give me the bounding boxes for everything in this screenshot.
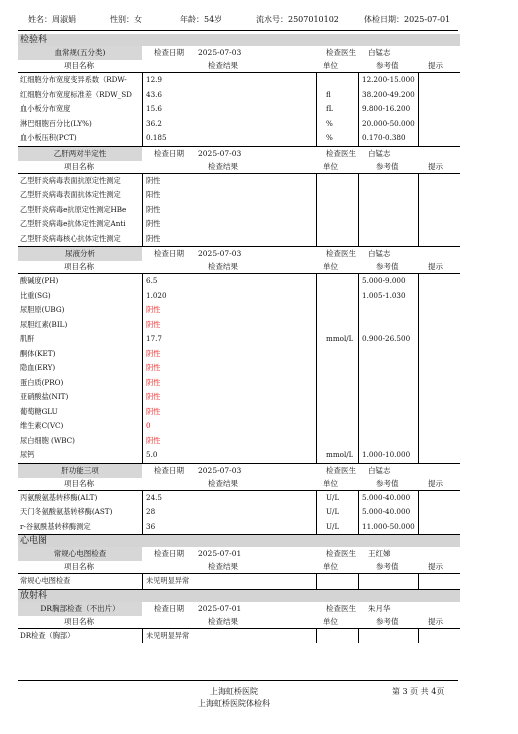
table-row (18, 73, 460, 88)
group-date: 2025-07-03 (198, 465, 242, 475)
column-header: 项目名称 检查结果 单位 参考值 提示 (64, 262, 443, 271)
group-doctor: 白锰志 (368, 148, 391, 158)
group-doctor: 朱月华 (368, 603, 391, 613)
table-row (18, 102, 460, 117)
column-header: 项目名称 检查结果 单位 参考值 提示 (64, 562, 443, 571)
table-row (18, 332, 460, 347)
item-result: 43.6 (146, 89, 163, 99)
item-name: 天门冬氨酸氨基转移酶(AST) (20, 507, 113, 516)
table-row (18, 491, 460, 506)
item-result: 阴性 (146, 319, 161, 329)
item-unit: mmol/L (326, 450, 354, 459)
group-bar-urine: 尿液分析 检查日期 2025-07-03 检查医生 白锰志 (18, 247, 460, 261)
table-row (18, 203, 460, 218)
item-result: 1.020 (146, 290, 167, 300)
item-ref: 12.200-15.000 (362, 75, 415, 84)
item-unit: U/L (326, 507, 340, 516)
item-unit: fl (326, 89, 331, 99)
footer-hospital: 上海虹桥医院 (210, 687, 258, 696)
item-ref: 0.900-26.500 (362, 334, 411, 343)
table-row (18, 303, 460, 318)
item-name: 乙型肝炎病毒表面抗体定性测定 (20, 190, 121, 199)
table-row (18, 188, 460, 203)
item-result: 5.0 (146, 450, 158, 459)
group-bar-dr: DR胸部检查（不出片） 检查日期 2025-07-01 检查医生 朱月华 (18, 602, 460, 616)
item-unit: U/L (326, 521, 340, 531)
item-result: 阳性 (146, 190, 161, 199)
patient-sex: 性别：女 (110, 15, 142, 24)
table-row (18, 88, 460, 103)
item-result: 36 (146, 521, 156, 531)
item-ref: 5.000-40.000 (362, 507, 411, 516)
item-name: 尿胆红素(BIL) (20, 319, 68, 329)
item-ref: 11.000-50.000 (362, 521, 415, 531)
column-header: 项目名称 检查结果 单位 参考值 提示 (64, 161, 443, 171)
group-bar-hbv: 乙肝两对半定性 检查日期 2025-07-03 检查医生 白锰志 (18, 147, 460, 161)
item-name: 隐血(ERY) (20, 363, 56, 372)
item-name: DR检查（胸部） (20, 630, 75, 640)
item-name: 乙型肝炎病毒核心抗体定性测定 (20, 233, 121, 243)
section-lab: 检验科 (18, 34, 460, 46)
item-name: 红细胞分布宽度变异系数（RDW- (20, 75, 127, 84)
item-unit: % (326, 118, 333, 128)
table-row (18, 629, 460, 644)
table-row (18, 131, 460, 146)
table-row (18, 347, 460, 362)
item-result: 阴性 (146, 406, 161, 416)
group-bar-blood: 血常规(五分类) 检查日期 2025-07-03 检查医生 白锰志 (18, 46, 460, 60)
patient-age: 年龄：54岁 (180, 15, 223, 24)
item-name: 红细胞分布宽度标准差（RDW_SD (20, 89, 132, 99)
item-result: 阴性 (146, 219, 161, 228)
item-name: 常规心电图检查 (20, 576, 71, 585)
table-row (18, 361, 460, 376)
item-unit: U/L (326, 492, 340, 502)
item-name: 乙型肝炎病毒e抗原定性测定HBe (20, 204, 127, 214)
item-name: 酮体(KET) (20, 348, 56, 358)
item-result: 未见明显异常 (146, 576, 190, 585)
item-name: 亚硝酸盐(NIT) (20, 392, 69, 401)
item-result: 12.9 (146, 75, 163, 84)
item-result: 28 (146, 507, 156, 516)
group-name: 肝功能三项 (18, 464, 142, 478)
group-date: 2025-07-01 (198, 549, 242, 558)
group-date: 2025-07-01 (198, 603, 242, 613)
item-ref: 9.800-16.200 (362, 104, 411, 113)
group-doctor: 王红娣 (368, 549, 391, 558)
table-row (18, 419, 460, 434)
item-name: 肌酐 (20, 334, 35, 343)
table-row (18, 174, 460, 189)
item-result: 阴性 (146, 363, 161, 372)
item-result: 0.185 (146, 133, 167, 142)
item-name: r-谷氨酰基转移酶测定 (20, 521, 91, 531)
item-name: 尿胆原(UBG) (20, 305, 65, 314)
item-unit: % (326, 133, 333, 142)
table-row (18, 217, 460, 232)
item-name: 乙型肝炎病毒e抗体定性测定Anti (20, 219, 126, 228)
item-name: 血小板压积(PCT) (20, 133, 77, 142)
column-header: 项目名称 检查结果 单位 参考值 提示 (64, 478, 443, 488)
item-name: 血小板分布宽度 (20, 104, 71, 113)
item-ref: 5.000-40.000 (362, 492, 411, 502)
table-row (18, 289, 460, 304)
item-name: 酸碱度(PH) (20, 276, 59, 285)
item-result: 阴性 (146, 392, 161, 401)
item-result: 阴性 (146, 348, 161, 358)
group-date: 2025-07-03 (198, 249, 242, 258)
item-result: 6.5 (146, 276, 158, 285)
group-name: 尿液分析 (18, 247, 142, 261)
column-header: 项目名称 检查结果 单位 参考值 提示 (64, 616, 443, 626)
group-date: 2025-07-03 (198, 148, 242, 158)
group-name: 常规心电图检查 (18, 547, 142, 561)
item-name: 丙氨酸氨基转移酶(ALT) (20, 492, 98, 502)
table-row (18, 405, 460, 420)
table-row (18, 232, 460, 247)
table-row (18, 434, 460, 449)
item-unit: fL (326, 104, 334, 113)
item-name: 淋巴细胞百分比(LY%) (20, 118, 92, 128)
footer-rule (18, 680, 458, 681)
item-result: 17.7 (146, 334, 163, 343)
serial-number: 流水号：2507010102 (256, 15, 339, 24)
item-result: 24.5 (146, 492, 163, 502)
group-name: DR胸部检查（不出片） (18, 602, 142, 616)
patient-name: 姓名：周淑娟 (28, 15, 76, 24)
group-name: 血常规(五分类) (18, 46, 142, 60)
table-row (18, 520, 460, 535)
table-row (18, 448, 460, 463)
item-name: 蛋白质(PRO) (20, 377, 64, 387)
table-row (18, 274, 460, 289)
group-bar-liver: 肝功能三项 检查日期 2025-07-03 检查医生 白锰志 (18, 464, 460, 478)
group-doctor: 白锰志 (368, 249, 391, 258)
item-name: 比重(SG) (20, 290, 51, 300)
group-bar-ecg: 常规心电图检查 检查日期 2025-07-01 检查医生 王红娣 (18, 547, 460, 561)
item-name: 维生素C(VC) (20, 421, 64, 430)
table-row (18, 117, 460, 132)
item-result: 36.2 (146, 118, 163, 128)
group-name: 乙肝两对半定性 (18, 147, 142, 161)
item-unit: mmol/L (326, 334, 354, 343)
item-result: 15.6 (146, 104, 163, 113)
report-body (18, 34, 460, 643)
item-ref: 1.005-1.030 (362, 290, 406, 300)
patient-header (0, 11, 518, 27)
item-ref: 38.200-49.200 (362, 89, 415, 99)
table-row (18, 376, 460, 391)
item-result: 阴性 (146, 204, 161, 214)
exam-date: 体检日期：2025-07-01 (364, 15, 451, 24)
item-result: 阴性 (146, 233, 161, 243)
item-name: 尿钙 (20, 450, 35, 459)
group-date: 2025-07-03 (198, 48, 242, 57)
page-indicator: 第 3 页 共 4页 (392, 687, 445, 696)
item-result: 阴性 (146, 305, 161, 314)
item-name: 尿白细胞 (WBC) (20, 435, 75, 445)
table-row (18, 390, 460, 405)
item-ref: 1.000-10.000 (362, 450, 411, 459)
section-radiology: 放射科 (18, 590, 460, 602)
item-name: 葡萄糖GLU (20, 406, 58, 416)
item-result: 0 (146, 421, 151, 430)
item-result: 阴性 (146, 377, 161, 387)
item-ref: 5.000-9.000 (362, 276, 406, 285)
item-ref: 20.000-50.000 (362, 118, 415, 128)
table-row (18, 505, 460, 520)
column-header: 项目名称 检查结果 单位 参考值 提示 (64, 61, 443, 70)
header-rule (18, 30, 458, 31)
item-result: 未见明显异常 (146, 630, 190, 640)
footer-center: 上海虹桥医院体检科 (198, 699, 270, 708)
table-row (18, 574, 460, 589)
group-doctor: 白锰志 (368, 465, 391, 475)
section-ecg: 心电图 (18, 535, 460, 547)
group-doctor: 白锰志 (368, 48, 391, 57)
table-row (18, 318, 460, 333)
item-ref: 0.170-0.380 (362, 133, 406, 142)
item-result: 阴性 (146, 435, 161, 445)
item-name: 乙型肝炎病毒表面抗原定性测定 (20, 175, 121, 185)
item-result: 阴性 (146, 175, 161, 185)
